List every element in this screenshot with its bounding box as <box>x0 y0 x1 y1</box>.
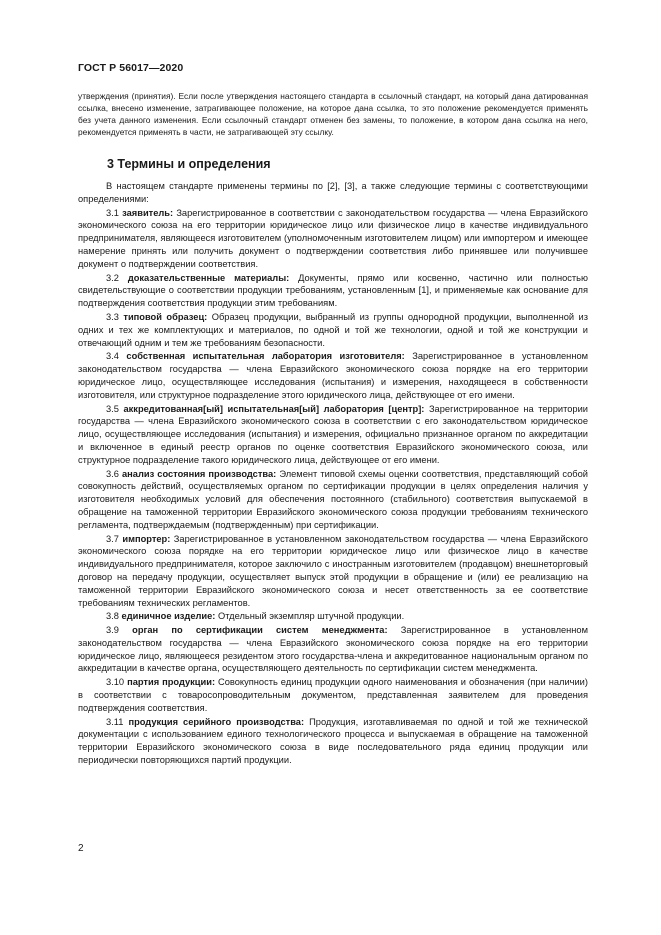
term-name: доказательственные материалы: <box>127 272 290 283</box>
term-number: 3.9 <box>106 625 119 636</box>
term-text: Зарегистрированное на территории государства — члена Евразийского экономического союза в соответствии с его законодательством юридическое лицо, осуществляющее исследования (испытания) и измерения, официально признанное органом по аккредитации и включенное в единый реестр органов по оценке соответствия Евразийского экономического союза, или структурное подразделение такого юридического лица, действующее от его имени. <box>78 403 588 465</box>
term-text: Зарегистрированное в установленном законодательством государства — члена Евразийского экономического союза порядке на его территории юридическое лицо, осуществляющее исследования (испытания) и измерения, находящееся в собственности изготовителя, или структурное подразделение этого юридического лица, действующее от его имени. <box>78 351 589 400</box>
term-text: Элемент типовой схемы оценки соответствия, представляющий собой совокупность действий, осуществляемых органом по сертификации продукции в целях определения наличия у изготовителя необходимых условий для обеспечения постоянного (стабильного) соответствия выпускаемой в обращение на таможенной территории Евразийского экономического союза продукции требованиям технического регламента, подтверждаемым (подтвержденным) при сертификации. <box>78 468 588 530</box>
lead-paragraph: В настоящем стандарте применены термины по [2], [3], а также следующие термины с соответствующими определениями: <box>78 181 588 204</box>
term-number: 3.11 <box>106 716 124 727</box>
term-text: Зарегистрированное в установленном законодательством государства — члена Евразийского экономического союза порядке на его территории юридическое лицо, являющееся резидентом этого государства-члена и аккредитованное национальным органом по аккредитации в качестве органа, осуществляющего деятельность по сертификации систем менеджмента. <box>78 625 588 674</box>
term-definition <box>78 350 588 401</box>
term-text: Совокупность единиц продукции одного наименования и обозначения (при наличии) в соответствии с товаросопроводительным документом, представленная заявителем для проведения подтверждения соответствия. <box>78 677 588 713</box>
term-number: 3.8 <box>106 611 119 622</box>
term-name: партия продукции: <box>127 677 216 688</box>
document-header: ГОСТ Р 56017—2020 <box>78 62 184 74</box>
term-definition <box>78 311 588 349</box>
page-number: 2 <box>78 843 84 854</box>
term-name: импортер: <box>122 533 171 544</box>
term-text: Зарегистрированное в установленном законодательством государства — члена Евразийского экономического союза порядке на его территории юридическое лицо или физическое лицо в качестве индивидуального предпринимателя, которое заключило с иностранным изготовителем (продавцом) внешнеторговый договор на передачу продукции, осуществляет выпуск этой продукции в обращение и (или) ее реализацию на таможенной территории Евразийского экономического союза и несет ответственность за ее соответствие требованиям технических регламентов. <box>78 533 589 608</box>
term-name: продукция серийного производства: <box>128 716 305 727</box>
term-text: Отдельный экземпляр штучной продукции. <box>217 611 405 622</box>
term-definition <box>78 403 588 467</box>
term-name: единичное изделие: <box>121 611 216 622</box>
term-number: 3.10 <box>106 677 125 688</box>
section-body <box>78 180 588 768</box>
term-definition <box>78 676 588 714</box>
term-text: Зарегистрированное в соответствии с законодательством государства — члена Евразийского экономического союза на его территории юридическое лицо или физическое лицо в качестве индивидуального предпринимателя, являющееся изготовителем (уполномоченным изготовителем лицом) или импортером и имеющее намерение принять или получить документ о подтверждении соответствия либо принявшее или получившее документ о подтверждении соответствия. <box>78 207 588 269</box>
term-text: Продукция, изготавливаемая по одной и той же технической документации с использованием единого технологического процесса и выпускаемая в обращение на таможенной территории Евразийского экономического союза в виде последовательного ряда единиц продукции или периодически повторяющихся партий продукции. <box>78 716 588 766</box>
term-name: аккредитованная[ый] испытательная[ый] лаборатория [центр]: <box>123 403 425 414</box>
term-number: 3.6 <box>106 468 119 479</box>
term-name: орган по сертификации систем менеджмента: <box>132 625 388 636</box>
term-name: собственная испытательная лаборатория изготовителя: <box>126 351 405 362</box>
term-definition <box>78 207 588 271</box>
term-number: 3.7 <box>106 533 119 544</box>
term-number: 3.2 <box>106 272 119 283</box>
term-text: Документы, прямо или косвенно, частично или полностью свидетельствующие о соответствии продукции требованиям, установленным [1], и применяемые как основание для подтверждения соответствия продукции этим требованиям. <box>78 272 588 309</box>
intro-paragraph: утверждения (принятия). Если после утверждения настоящего стандарта в ссылочный стандарт, на который дана датированная ссылка, внесено изменение, затрагивающее положение, на которое дана ссылка, то это положение рекомендуется применять без учета данного изменения. Если ссылочный стандарт отменен без замены, то положение, в котором дана ссылка на него, рекомендуется применять в части, не затрагивающей эту ссылку. <box>78 91 588 137</box>
term-number: 3.4 <box>106 351 119 362</box>
term-name: заявитель: <box>122 207 174 218</box>
terms-list <box>78 207 588 767</box>
section-title: 3 Термины и определения <box>107 157 271 171</box>
term-definition <box>78 272 588 310</box>
term-definition <box>78 610 588 623</box>
term-number: 3.3 <box>106 311 119 322</box>
term-definition <box>78 624 588 675</box>
term-definition <box>78 468 588 532</box>
term-definition <box>78 716 588 767</box>
term-name: анализ состояния производства: <box>122 468 277 479</box>
term-text: Образец продукции, выбранный из группы однородной продукции, выполненной из одних и тех же комплектующих и материалов, по одной и той же технологии, одной и той же конструкции и отвечающий одним и тем же требованиям безопасности. <box>78 311 588 348</box>
term-definition <box>78 533 588 610</box>
term-number: 3.1 <box>106 207 119 218</box>
term-name: типовой образец: <box>123 311 208 322</box>
term-number: 3.5 <box>106 403 119 414</box>
